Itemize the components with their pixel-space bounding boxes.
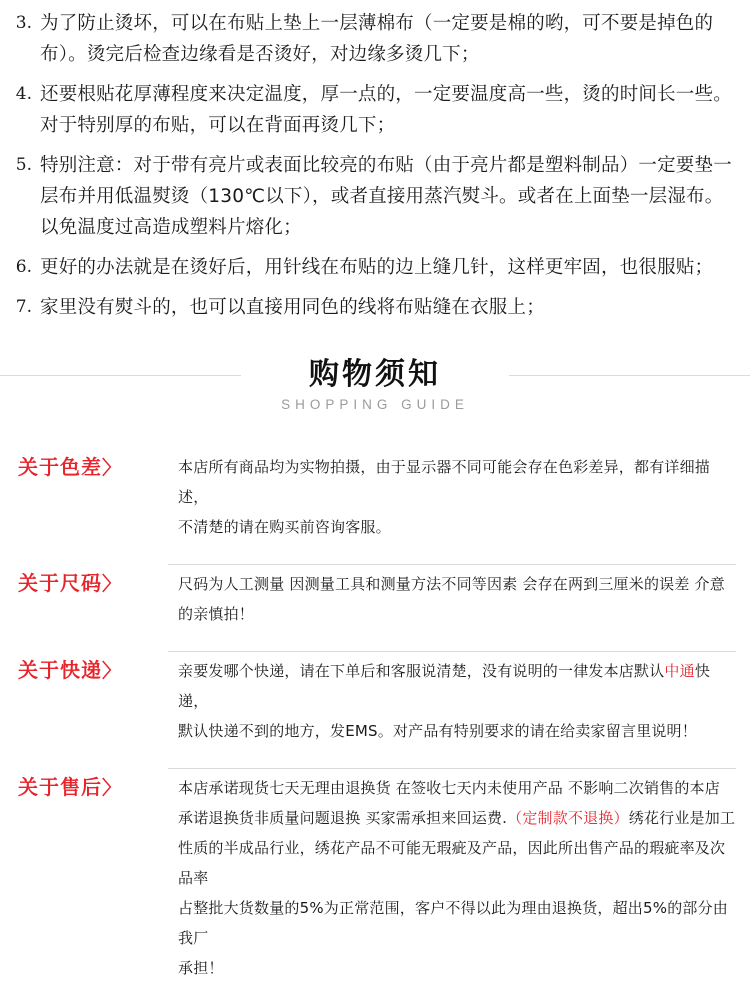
guide-label-size	[18, 564, 168, 599]
guide-label-text: 关于售后	[18, 775, 102, 799]
guide-label-shipping	[18, 651, 168, 686]
highlighted-text: （定制款不退换）	[507, 809, 629, 827]
list-item	[14, 292, 732, 323]
guide-title-wrap	[241, 349, 509, 412]
guide-body-line: 承担！	[178, 959, 224, 977]
guide-body-line: 亲要发哪个快递，请在下单后和客服说清楚，没有说明的一律发本店默认中通快递，	[178, 662, 711, 710]
guide-label-text: 关于快递	[18, 658, 102, 682]
guide-body-color	[168, 448, 736, 546]
list-item	[14, 8, 732, 70]
highlighted-text: 中通	[664, 662, 695, 680]
guide-body-line: 尺码为人工测量 因测量工具和测量方法不同等因素 会存在两到三厘米的误差 介意	[178, 575, 725, 593]
guide-label-color	[18, 448, 168, 483]
guide-body-line: 不清楚的请在购买前咨询客服。	[178, 518, 391, 536]
list-item-number: 7.	[15, 297, 32, 317]
guide-label-text: 关于尺码	[18, 571, 102, 595]
guide-body-line: 性质的半成品行业，绣花产品不可能无瑕疵及产品，因此所出售产品的瑕疵率及次品率	[178, 839, 726, 887]
guide-body-size	[168, 564, 736, 633]
guide-body-line: 的亲慎拍！	[178, 605, 255, 623]
instruction-list	[0, 0, 750, 323]
page-title: 购物须知	[309, 357, 441, 392]
list-item-number: 4.	[15, 84, 32, 104]
guide-body-line: 本店所有商品均为实物拍摄，由于显示器不同可能会存在色彩差异，都有详细描述，	[178, 458, 711, 506]
list-item-number: 5.	[15, 155, 32, 175]
list-item-text: 更好的办法就是在烫好后，用针线在布贴的边上缝几针，这样更牢固，也很服贴；	[40, 257, 714, 278]
guide-row-list	[0, 439, 750, 996]
page-subtitle: SHOPPING GUIDE	[281, 397, 469, 412]
guide-label-aftersale	[18, 768, 168, 803]
guide-row-shipping	[18, 642, 736, 759]
guide-row-size	[18, 555, 736, 642]
shopping-guide-header	[0, 349, 750, 423]
chevron-right-icon: 〉	[102, 573, 123, 595]
guide-label-text: 关于色差	[18, 455, 102, 479]
chevron-right-icon: 〉	[102, 777, 123, 799]
guide-row-color	[18, 439, 736, 555]
list-item-text: 还要根贴花厚薄程度来决定温度，厚一点的，一定要温度高一些，烫的时间长一些。对于特别厚的布贴，可以在背面再烫几下；	[40, 84, 732, 136]
list-item-number: 3.	[15, 13, 32, 33]
chevron-right-icon: 〉	[102, 660, 123, 682]
guide-body-line: 承诺退换货非质量问题退换 买家需承担来回运费.（定制款不退换）绣花行业是加工	[178, 809, 736, 827]
list-item	[14, 252, 732, 283]
guide-body-aftersale	[168, 768, 736, 987]
list-item	[14, 79, 732, 141]
guide-body-line: 本店承诺现货七天无理由退换货 在签收七天内未使用产品 不影响二次销售的本店	[178, 779, 720, 797]
list-item-number: 6.	[15, 257, 32, 277]
guide-row-aftersale	[18, 759, 736, 996]
guide-body-shipping	[168, 651, 736, 750]
chevron-right-icon: 〉	[102, 457, 123, 479]
list-item-text: 特别注意：对于带有亮片或表面比较亮的布贴（由于亮片都是塑料制品）一定要垫一层布并用低温熨烫（130℃以下），或者直接用蒸汽熨斗。或者在上面垫一层湿布。以免温度过高造成塑料片熔化；	[40, 155, 732, 238]
guide-body-line: 默认快递不到的地方，发EMS。对产品有特别要求的请在给卖家留言里说明！	[178, 722, 697, 740]
guide-body-line: 占整批大货数量的5%为正常范围，客户不得以此为理由退换货，超出5%的部分由我厂	[178, 899, 728, 947]
list-item-text: 家里没有熨斗的，也可以直接用同色的线将布贴缝在衣服上；	[40, 297, 545, 318]
list-item	[14, 150, 732, 243]
list-item-text: 为了防止烫坏，可以在布贴上垫上一层薄棉布（一定要是棉的哟，可不要是掉色的布）。烫完后检查边缘看是否烫好，对边缘多烫几下；	[40, 13, 714, 65]
